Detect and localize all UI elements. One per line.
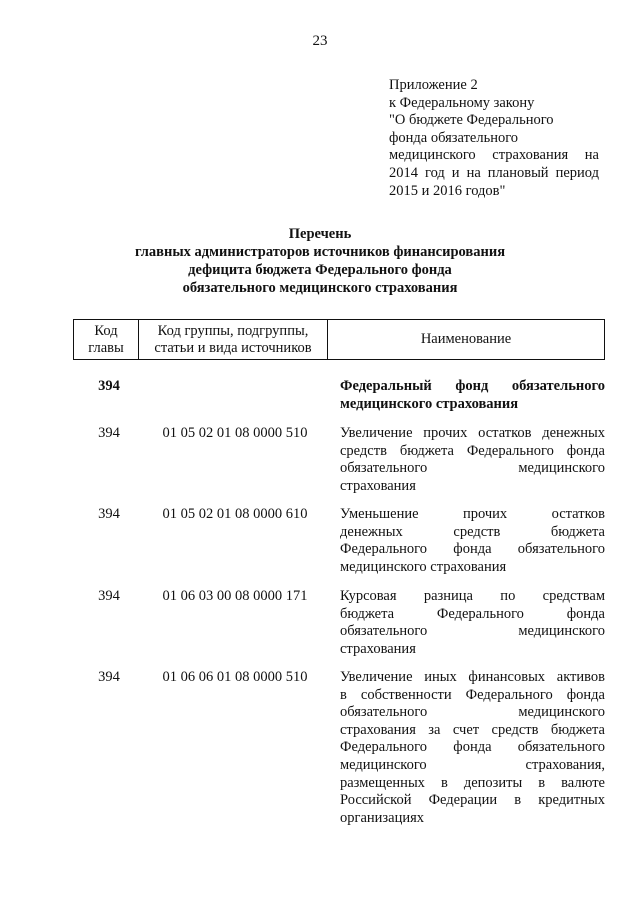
name-line: страхования за счет средств бюджета xyxy=(340,721,605,738)
title-line: дефицита бюджета Федерального фонда xyxy=(188,262,452,278)
title-line: Перечень xyxy=(288,226,352,242)
appendix-line: медицинского страхования на xyxy=(389,147,599,164)
row-name xyxy=(340,425,605,495)
row-name xyxy=(340,588,605,658)
chapter-code: 394 xyxy=(98,378,120,394)
name-line: страхования xyxy=(340,477,416,494)
name-line: бюджета Федерального фонда xyxy=(340,605,605,622)
chapter-code: 394 xyxy=(98,506,120,522)
appendix-line: "О бюджете Федерального xyxy=(389,112,554,129)
source-code: 01 05 02 01 08 0000 510 xyxy=(162,425,308,441)
name-line: организациях xyxy=(340,809,425,826)
appendix-line: Приложение 2 xyxy=(389,77,478,93)
name-line: обязательного медицинского xyxy=(340,704,605,721)
appendix-line: к Федеральному закону xyxy=(389,94,535,111)
table-header xyxy=(73,319,605,360)
name-line: медицинского страхования, xyxy=(340,756,605,773)
name-line: Уменьшение прочих остатков xyxy=(340,506,605,522)
name-line: Курсовая разница по средствам xyxy=(340,588,605,604)
name-line: Увеличение прочих остатков денежных xyxy=(340,425,605,441)
name-line: размещенных в депозиты в валюте xyxy=(340,774,605,791)
name-line: Федеральный фонд обязательного xyxy=(340,378,605,394)
appendix-line: 2014 год и на плановый период xyxy=(389,164,599,181)
name-line: Российской Федерации в кредитных xyxy=(340,792,605,809)
name-line: денежных средств бюджета xyxy=(340,523,605,540)
source-code: 01 06 06 01 08 0000 510 xyxy=(162,669,308,685)
chapter-code: 394 xyxy=(98,669,120,685)
name-line: обязательного медицинского xyxy=(340,460,605,477)
appendix-reference xyxy=(389,77,599,200)
header-name: Наименование xyxy=(328,320,605,360)
title-line: обязательного медицинского страхования xyxy=(182,280,458,296)
source-code: 01 05 02 01 08 0000 610 xyxy=(162,506,308,522)
appendix-line: фонда обязательного xyxy=(389,129,519,146)
name-line: медицинского страхования xyxy=(340,395,519,412)
name-line: Увеличение иных финансовых активов xyxy=(340,669,605,685)
name-line: страхования xyxy=(340,640,416,657)
source-code: 01 06 03 00 08 0000 171 xyxy=(162,588,308,604)
header-source-code: Код группы, подгруппы, статьи и вида источников xyxy=(139,320,328,360)
chapter-code: 394 xyxy=(98,425,120,441)
appendix-line: 2015 и 2016 годов" xyxy=(389,182,506,199)
chapter-code: 394 xyxy=(98,588,120,604)
header-chapter-code: Код главы xyxy=(74,320,139,360)
name-line: Федерального фонда обязательного xyxy=(340,541,605,558)
name-line: Федерального фонда обязательного xyxy=(340,739,605,756)
document-title xyxy=(0,225,640,297)
name-line: в собственности Федерального фонда xyxy=(340,686,605,703)
title-line: главных администраторов источников финансирования xyxy=(134,244,506,260)
name-line: средств бюджета Федерального фонда xyxy=(340,442,605,459)
page-number: 23 xyxy=(312,33,328,49)
name-line: обязательного медицинского xyxy=(340,623,605,640)
row-name xyxy=(340,669,605,827)
row-name xyxy=(340,378,605,413)
row-name xyxy=(340,506,605,576)
name-line: медицинского страхования xyxy=(340,558,507,575)
